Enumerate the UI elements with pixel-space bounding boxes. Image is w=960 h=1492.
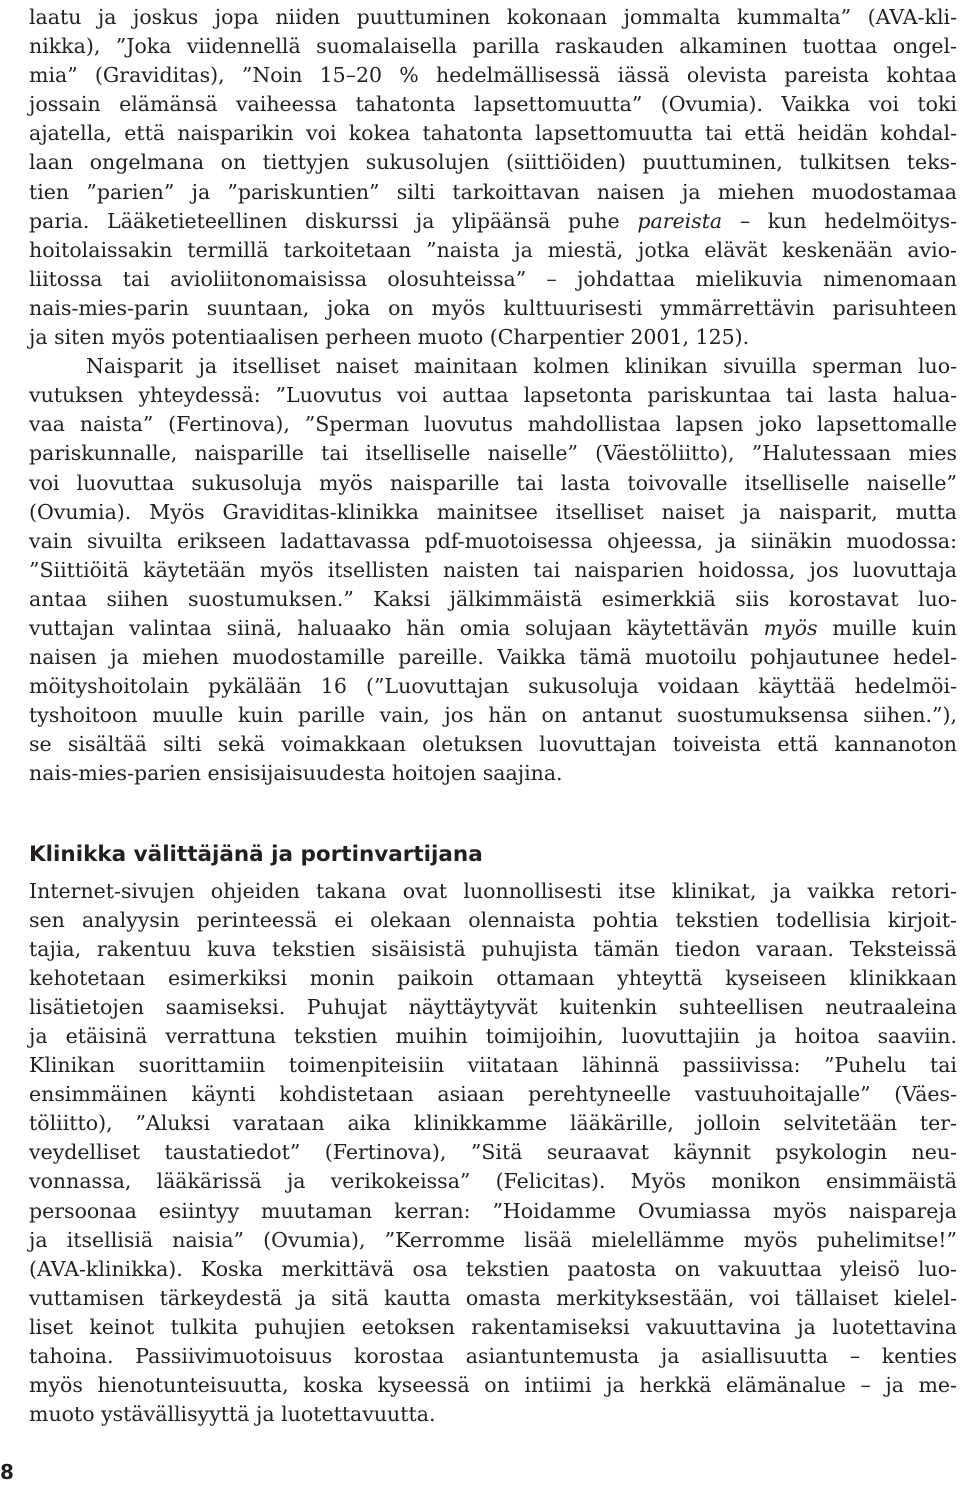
text-segment: vuttajan valintaa siinä, haluaako hän omia solujaan käytettävän — [29, 615, 764, 640]
text-line: Naisparit ja itselliset naiset mainitaan kolmen klinikan sivuilla sperman luo- — [86, 354, 957, 379]
paragraph-1 — [29, 3, 957, 352]
text-line: Klinikan suorittamiin toimenpiteisiin viitataan lähinnä passiivissa: ”Puhelu tai — [29, 1053, 957, 1078]
text-line: muoto ystävällisyyttä ja luotettavuutta. — [29, 1402, 436, 1427]
text-line: vain sivuilta erikseen ladattavassa pdf-muotoisessa ohjeessa, ja siinäkin muodossa: — [29, 528, 957, 553]
text-segment: – kun hedelmöitys- — [722, 208, 957, 233]
section-heading: Klinikka välittäjänä ja portinvartijana — [29, 841, 483, 867]
text-segment: paria. Lääketieteellinen diskurssi ja ylipäänsä puhe — [29, 208, 638, 233]
text-line: (AVA-klinikka). Koska merkittävä osa tekstien paatosta on vakuuttaa yleisö luo- — [29, 1256, 957, 1281]
text-segment: muille kuin — [817, 615, 957, 640]
text-line: pariskunnalle, naisparille tai itselliselle naiselle” (Väestöliitto), ”Halutessaan mies — [29, 441, 957, 466]
text-line: tien ”parien” ja ”pariskuntien” silti tarkoittavan naisen ja miehen muodostamaa — [29, 179, 957, 204]
text-line: laan ongelmana on tiettyjen sukusolujen (siittiöiden) puuttuminen, tulkitsen teks- — [29, 150, 957, 175]
text-line: vutuksen yhteydessä: ”Luovutus voi auttaa lapsetonta pariskuntaa tai lasta halua- — [29, 383, 957, 408]
italic-word: myös — [763, 615, 818, 640]
text-line: persoonaa esiintyy muutaman kerran: ”Hoidamme Ovumiassa myös naispareja — [29, 1198, 957, 1223]
text-line — [29, 207, 957, 236]
page-number: 8 — [0, 1460, 14, 1484]
text-line: laatu ja joskus jopa niiden puuttuminen kokonaan jommalta kummalta” (AVA-kli- — [29, 5, 957, 29]
text-line: lisätietojen saamiseksi. Puhujat näyttäytyvät kuitenkin suhteellisen neutraaleina — [29, 994, 957, 1019]
text-line: möityshoitolain pykälään 16 (”Luovuttajan sukusoluja voidaan käyttää hedelmöi- — [29, 674, 957, 699]
text-line: ensimmäinen käynti kohdistetaan asiaan perehtyneelle vastuuhoitajalle” (Väes- — [29, 1082, 957, 1107]
text-line — [29, 614, 957, 643]
text-line: voi luovuttaa sukusoluja myös naisparille tai lasta toivovalle itselliselle naiselle” — [29, 470, 957, 495]
text-line: nais-mies-parin suuntaan, joka on myös kulttuurisesti ymmärrettävin parisuhteen — [29, 295, 957, 320]
document-page — [29, 3, 957, 1429]
text-line: ja etäisinä verrattuna tekstien muihin toimijoihin, luovuttajiin ja hoitoa saaviin. — [29, 1024, 957, 1048]
text-line: liitossa tai avioliitonomaisissa olosuhteissa” – johdattaa mielikuvia nimenomaan — [29, 266, 957, 291]
text-line: töliitto), ”Aluksi varataan aika klinikkamme lääkärille, jolloin selvitetään ter- — [29, 1111, 957, 1136]
text-line: (Ovumia). Myös Graviditas-klinikka mainitsee itselliset naiset ja naisparit, mutta — [29, 499, 957, 524]
text-line: vonnassa, lääkärissä ja verikokeissa” (Felicitas). Myös monikon ensimmäistä — [29, 1169, 957, 1194]
text-line: ”Siittiöitä käytetään myös itsellisten naisten tai naisparien hoidossa, jos luovuttaja — [29, 557, 957, 582]
text-line: naisen ja miehen muodostamille pareille. Vaikka tämä muotoilu pohjautunee hedel- — [29, 645, 957, 670]
text-line: antaa siihen suostumuksen.” Kaksi jälkimmäistä esimerkkiä siis korostavat luo- — [29, 586, 957, 611]
paragraph-3 — [29, 877, 957, 1430]
text-line: myös hienotunteisuutta, koska kyseessä on intiimi ja herkkä elämänalue – ja me- — [29, 1373, 957, 1398]
section-spacer — [29, 789, 957, 835]
text-line: ja itsellisiä naisia” (Ovumia), ”Kerromme lisää mielellämme myös puhelimitse!” — [29, 1227, 957, 1252]
text-line: kehotetaan esimerkiksi monin paikoin ottamaan yhteyttä kyseiseen klinikkaan — [29, 965, 957, 990]
text-line: nikka), ”Joka viidennellä suomalaisella parilla raskauden alkaminen tuottaa ongel- — [29, 34, 957, 59]
text-line: liset keinot tulkita puhujien eetoksen rakentamiseksi vakuuttavina ja luotettavina — [29, 1314, 957, 1339]
text-line: mia” (Graviditas), ”Noin 15–20 % hedelmällisessä iässä olevista pareista kohtaa — [29, 63, 957, 88]
text-line: tajia, rakentuu kuva tekstien sisäisistä puhujista tämän tiedon varaan. Teksteissä — [29, 936, 957, 961]
text-line: tyshoitoon muulle kuin parille vain, jos hän on antanut suostumuksensa siihen.”), — [29, 703, 957, 728]
paragraph-2 — [29, 352, 957, 788]
text-line: sen analyysin perinteessä ei olekaan olennaista pohtia tekstien todellisia kirjoit- — [29, 907, 957, 932]
text-line: ajatella, että naisparikin voi kokea tahatonta lapsettomuutta tai että heidän kohdal- — [29, 121, 957, 146]
text-line: Internet-sivujen ohjeiden takana ovat luonnollisesti itse klinikat, ja vaikka retori- — [29, 878, 957, 903]
text-line: vuttamisen tärkeydestä ja sitä kautta omasta merkityksestään, voi tällaiset kielel- — [29, 1285, 957, 1310]
text-line: ja siten myös potentiaalisen perheen muoto (Charpentier 2001, 125). — [29, 325, 750, 350]
text-line: jossain elämänsä vaiheessa tahatonta lapsettomuutta” (Ovumia). Vaikka voi toki — [29, 92, 957, 117]
text-line: tahoina. Passiivimuotoisuus korostaa asiantuntemusta ja asiallisuutta – kenties — [29, 1344, 957, 1369]
text-line: vaa naista” (Fertinova), ”Sperman luovutus mahdollistaa lapsen joko lapsettomalle — [29, 412, 957, 437]
text-line: nais-mies-parien ensisijaisuudesta hoitojen saajina. — [29, 761, 563, 786]
text-line: hoitolaissakin termillä tarkoitetaan ”naista ja miestä, jotka elävät keskenään avio- — [29, 237, 957, 262]
italic-word: pareista — [637, 208, 723, 233]
text-line: veydelliset taustatiedot” (Fertinova), ”Sitä seuraavat käynnit psykologin neu- — [29, 1140, 957, 1165]
text-line: se sisältää silti sekä voimakkaan oletuksen luovuttajan toiveista että kannanoton — [29, 732, 957, 757]
